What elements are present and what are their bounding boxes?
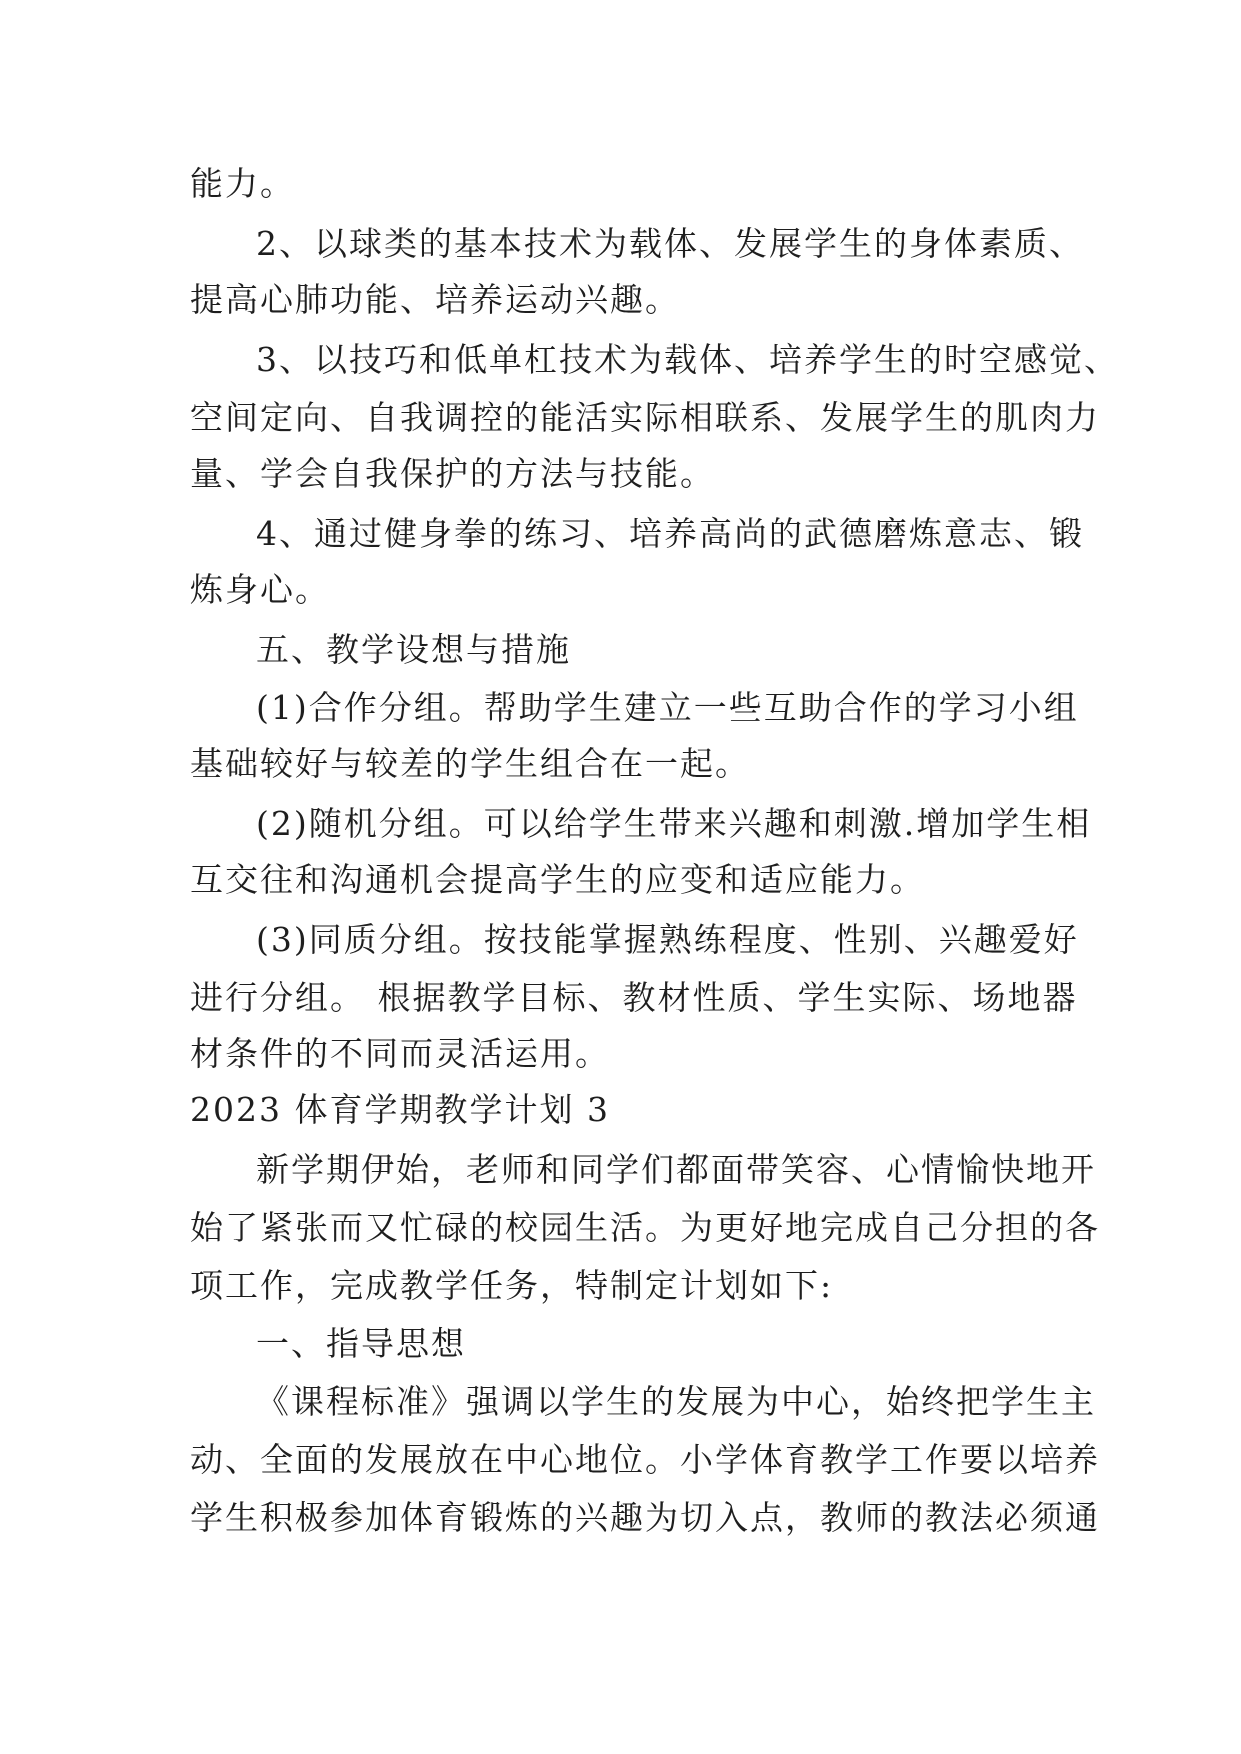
text-line: 材条件的不同而灵活运用。 <box>190 1034 610 1073</box>
text-line: 项工作，完成教学任务，特制定计划如下: <box>190 1266 834 1305</box>
text-line: 进行分组。 根据教学目标、教材性质、学生实际、场地器 <box>190 978 1078 1017</box>
text-line: (1)合作分组。帮助学生建立一些互助合作的学习小组 <box>256 688 1079 727</box>
text-line: 基础较好与较差的学生组合在一起。 <box>190 744 750 783</box>
text-line: 始了紧张而又忙碌的校园生活。为更好地完成自己分担的各 <box>190 1208 1100 1247</box>
text-line: 2、以球类的基本技术为载体、发展学生的身体素质、 <box>256 224 1084 263</box>
text-line: 炼身心。 <box>190 570 330 609</box>
document-title: 2023 体育学期教学计划 3 <box>190 1090 610 1129</box>
text-line: 3、以技巧和低单杠技术为载体、培养学生的时空感觉、 <box>256 340 1119 379</box>
text-line: 量、学会自我保护的方法与技能。 <box>190 454 715 493</box>
text-line: 学生积极参加体育锻炼的兴趣为切入点，教师的教法必须通 <box>190 1498 1100 1537</box>
text-line: 《课程标准》强调以学生的发展为中心，始终把学生主 <box>256 1382 1096 1421</box>
text-line: 提高心肺功能、培养运动兴趣。 <box>190 280 680 319</box>
text-line: 互交往和沟通机会提高学生的应变和适应能力。 <box>190 860 925 899</box>
text-line: 新学期伊始，老师和同学们都面带笑容、心情愉快地开 <box>256 1150 1096 1189</box>
section-heading: 五、教学设想与措施 <box>256 630 571 669</box>
text-line: 4、通过健身拳的练习、培养高尚的武德磨炼意志、锻 <box>256 514 1084 553</box>
text-line: 能力。 <box>190 164 295 203</box>
text-line: 空间定向、自我调控的能活实际相联系、发展学生的肌肉力 <box>190 398 1100 437</box>
section-heading: 一、指导思想 <box>256 1324 466 1363</box>
text-line: 动、全面的发展放在中心地位。小学体育教学工作要以培养 <box>190 1440 1100 1479</box>
text-line: (3)同质分组。按技能掌握熟练程度、性别、兴趣爱好 <box>256 920 1079 959</box>
text-line: (2)随机分组。可以给学生带来兴趣和刺激.增加学生相 <box>256 804 1092 843</box>
